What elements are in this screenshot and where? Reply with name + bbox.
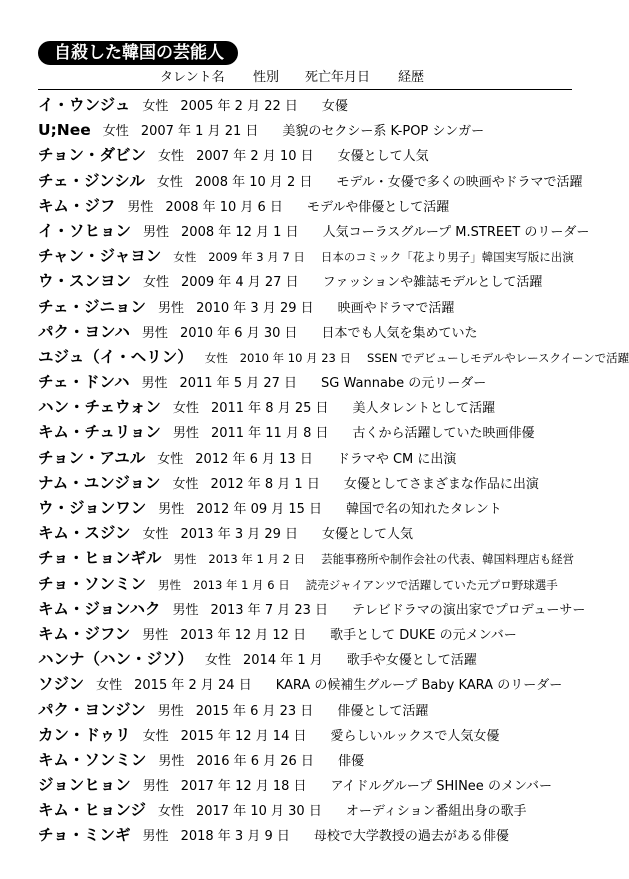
talent-gender: 男性 <box>142 627 169 643</box>
talent-name: ハン・チェウォン <box>38 398 161 417</box>
death-date: 2018 年 3 月 9 日 <box>180 829 290 845</box>
column-header-date: 死亡年月日 <box>305 70 371 85</box>
death-date: 2010 年 3 月 29 日 <box>196 300 314 316</box>
death-date: 2012 年 6 月 13 日 <box>195 451 313 467</box>
death-date: 2011 年 11 月 8 日 <box>210 426 329 442</box>
career-description: テレビドラマの演出家でプロデューサー <box>352 602 586 618</box>
career-description: 俳優 <box>337 753 364 769</box>
career-description: 歌手として DUKE の元メンバー <box>330 627 517 643</box>
table-row <box>38 470 598 495</box>
career-description: 母校で大学教授の過去がある俳優 <box>313 829 509 845</box>
talent-name: ハンナ（ハン・ジソ） <box>38 650 194 669</box>
talent-name: キム・チュリョン <box>38 423 161 442</box>
talent-gender: 男性 <box>142 829 169 845</box>
death-date: 2013 年 1 月 6 日 <box>193 577 290 592</box>
career-description: 俳優として活躍 <box>337 703 429 719</box>
talent-name: ユジュ（イ・ヘリン） <box>38 347 193 366</box>
table-row <box>38 193 598 218</box>
death-date: 2007 年 2 月 10 日 <box>196 149 314 165</box>
table-row <box>38 243 598 268</box>
career-description: SG Wannabe の元リーダー <box>321 376 487 392</box>
talent-gender: 男性 <box>158 502 185 517</box>
talent-name: カン・ドゥリ <box>38 725 131 744</box>
death-date: 2017 年 10 月 30 日 <box>195 804 322 820</box>
career-description: SSEN でデビューしモデルやレースクイーンで活躍 <box>367 350 629 365</box>
talent-gender: 女性 <box>205 653 232 669</box>
talent-gender: 女性 <box>143 275 170 291</box>
death-date: 2013 年 7 月 23 日 <box>210 602 329 618</box>
career-description: 人気コーラスグループ M.STREET のリーダー <box>322 224 590 240</box>
talent-gender: 女性 <box>142 728 169 744</box>
talent-gender: 男性 <box>172 602 199 618</box>
death-date: 2014 年 1 月 <box>243 653 323 669</box>
career-description: 芸能事務所や制作会社の代表、韓国料理店も経営 <box>321 552 575 567</box>
talent-name: キム・ジョンハク <box>38 599 161 618</box>
table-row <box>38 772 598 797</box>
career-description: モデルや俳優として活躍 <box>306 199 450 215</box>
talent-name: パク・ヨンハ <box>38 322 130 341</box>
death-date: 2013 年 1 月 2 日 <box>208 552 306 567</box>
talent-name: チェ・ジニョン <box>38 297 147 316</box>
career-description: 女優として人気 <box>322 527 414 543</box>
column-header-gender: 性別 <box>253 70 280 85</box>
death-date: 2012 年 8 月 1 日 <box>210 476 320 492</box>
table-row <box>38 92 598 117</box>
career-description: 日本のコミック「花より男子」韓国実写版に出演 <box>320 250 574 265</box>
table-row <box>38 722 598 747</box>
talent-gender: 男性 <box>143 224 170 240</box>
career-description: 女優 <box>321 99 348 114</box>
column-header-career: 経歴 <box>398 70 425 85</box>
death-date: 2008 年 10 月 6 日 <box>165 199 283 215</box>
talent-gender: 女性 <box>142 527 169 543</box>
death-date: 2009 年 4 月 27 日 <box>181 275 299 291</box>
career-description: 映画やドラマで活躍 <box>337 300 455 316</box>
talent-gender: 女性 <box>156 174 183 190</box>
table-row <box>38 646 598 671</box>
talent-gender: 女性 <box>172 401 199 417</box>
talent-gender: 男性 <box>142 779 169 795</box>
table-row <box>38 671 598 696</box>
death-date: 2011 年 5 月 27 日 <box>179 376 298 392</box>
talent-gender: 男性 <box>141 376 168 392</box>
career-description: オーディション番組出身の歌手 <box>345 804 527 820</box>
column-header-name: タレント名 <box>160 70 225 85</box>
talent-gender: 男性 <box>158 753 185 769</box>
talent-gender: 女性 <box>142 99 169 114</box>
death-date: 2007 年 1 月 21 日 <box>140 124 259 140</box>
talent-name: ナム・ユンジョン <box>38 473 161 492</box>
death-date: 2015 年 6 月 23 日 <box>195 703 314 719</box>
career-description: ドラマや CM に出演 <box>336 451 457 467</box>
death-date: 2017 年 12 月 18 日 <box>180 779 307 795</box>
table-row <box>38 168 598 193</box>
career-description: 女優として人気 <box>337 149 429 165</box>
talent-gender: 男性 <box>127 199 154 215</box>
talent-name: イ・ソヒョン <box>38 221 132 240</box>
table-row <box>38 596 598 621</box>
talent-name: U;Nee <box>38 121 91 140</box>
talent-gender: 女性 <box>96 678 123 694</box>
talent-name: ウ・スンヨン <box>38 272 132 291</box>
table-row <box>38 419 598 444</box>
table-row <box>38 344 629 369</box>
talent-gender: 男性 <box>172 426 199 442</box>
table-row <box>38 797 598 822</box>
table-row <box>38 520 598 545</box>
talent-name: キム・スジン <box>38 524 131 543</box>
career-description: 美貌のセクシー系 K-POP シンガー <box>282 124 485 140</box>
document-title: 自殺した韓国の芸能人 <box>38 41 238 65</box>
table-row <box>38 571 598 596</box>
table-row <box>38 697 598 722</box>
table-row <box>38 319 598 344</box>
death-date: 2010 年 6 月 30 日 <box>179 325 298 341</box>
talent-name: キム・ジフン <box>38 624 131 643</box>
talent-gender: 女性 <box>102 124 129 140</box>
table-row <box>38 369 598 394</box>
career-description: 日本でも人気を集めていた <box>321 325 478 341</box>
talent-name: チョン・アユル <box>38 448 146 467</box>
death-date: 2005 年 2 月 22 日 <box>180 99 298 114</box>
career-description: アイドルグループ SHINee のメンバー <box>330 779 553 795</box>
death-date: 2009 年 3 月 7 日 <box>208 250 305 265</box>
table-row <box>38 394 598 419</box>
career-description: 古くから活躍していた映画俳優 <box>352 426 535 442</box>
talent-name: チャン・ジャヨン <box>38 247 162 266</box>
death-date: 2015 年 12 月 14 日 <box>180 728 307 744</box>
talent-name: チョ・ヒョンギル <box>38 549 162 568</box>
table-row <box>38 142 598 167</box>
death-date: 2016 年 6 月 26 日 <box>196 753 314 769</box>
talent-gender: 男性 <box>173 552 197 567</box>
talent-name: チョ・ミンギ <box>38 826 131 845</box>
talent-name: ソジン <box>38 675 85 694</box>
talent-name: キム・ヒョンジ <box>38 801 146 820</box>
table-row <box>38 445 598 470</box>
death-date: 2013 年 3 月 29 日 <box>180 527 299 543</box>
talent-gender: 女性 <box>172 476 199 492</box>
death-date: 2008 年 10 月 2 日 <box>194 174 313 190</box>
talent-name: チェ・ジンシル <box>38 171 145 190</box>
table-row <box>38 495 598 520</box>
table-row <box>38 545 598 570</box>
talent-gender: 男性 <box>158 577 182 592</box>
career-description: 愛らしいルックスで人気女優 <box>330 728 500 744</box>
talent-gender: 男性 <box>157 703 184 719</box>
talent-gender: 女性 <box>173 250 197 265</box>
death-date: 2012 年 09 月 15 日 <box>196 502 323 517</box>
career-description: 歌手や女優として活躍 <box>346 653 477 669</box>
talent-gender: 男性 <box>141 325 168 341</box>
table-row <box>38 621 598 646</box>
talent-name: キム・ジフ <box>38 196 116 215</box>
talent-name: パク・ヨンジン <box>38 700 146 719</box>
table-row <box>38 268 598 293</box>
table-row <box>38 294 598 319</box>
talent-list <box>38 92 629 848</box>
talent-name: イ・ウンジュ <box>38 96 131 114</box>
talent-name: チェ・ドンハ <box>38 373 130 392</box>
talent-gender: 女性 <box>158 149 185 165</box>
death-date: 2013 年 12 月 12 日 <box>180 627 307 643</box>
career-description: ファッションや雑誌モデルとして活躍 <box>322 275 543 291</box>
death-date: 2011 年 8 月 25 日 <box>210 401 329 417</box>
talent-name: チョ・ソンミン <box>38 574 147 593</box>
table-row <box>38 747 598 772</box>
header-divider <box>38 89 572 90</box>
talent-gender: 女性 <box>157 451 184 467</box>
career-description: 女優としてさまざまな作品に出演 <box>343 476 539 492</box>
death-date: 2008 年 12 月 1 日 <box>181 224 299 240</box>
talent-name: チョン・ダビン <box>38 146 147 165</box>
table-row <box>38 117 598 142</box>
talent-gender: 女性 <box>157 804 184 820</box>
table-row <box>38 822 598 847</box>
talent-gender: 男性 <box>158 300 185 316</box>
talent-name: ウ・ジョンワン <box>38 499 147 517</box>
talent-gender: 女性 <box>204 350 228 365</box>
career-description: 読売ジャイアンツで活躍していた元プロ野球選手 <box>305 577 558 592</box>
table-row <box>38 218 598 243</box>
career-description: KARA の候補生グループ Baby KARA のリーダー <box>275 678 563 694</box>
death-date: 2010 年 10 月 23 日 <box>239 350 352 365</box>
career-description: 韓国で名の知れたタレント <box>346 502 502 517</box>
death-date: 2015 年 2 月 24 日 <box>134 678 252 694</box>
career-description: モデル・女優で多くの映画やドラマで活躍 <box>336 174 583 190</box>
career-description: 美人タレントとして活躍 <box>352 401 496 417</box>
talent-name: ジョンヒョン <box>38 776 131 795</box>
talent-name: キム・ソンミン <box>38 750 147 769</box>
